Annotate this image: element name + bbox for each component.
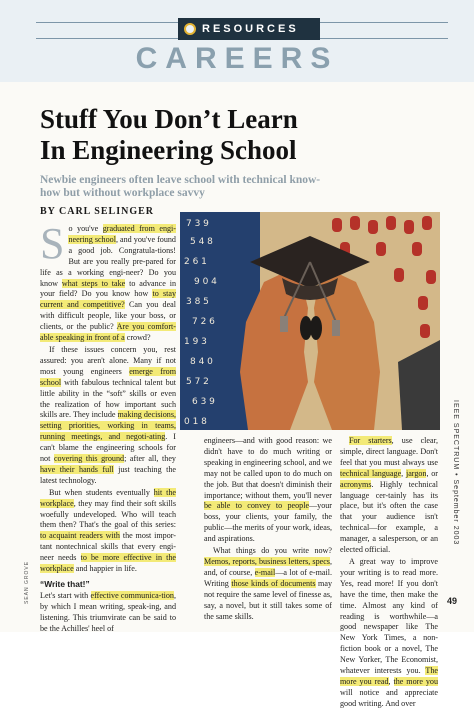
magazine-issue-label	[448, 400, 462, 590]
body-text: —a lot of e-mail. Writing	[204, 567, 332, 588]
svg-text:3 8 5: 3 8 5	[186, 297, 209, 307]
highlighted-text: covering this ground	[53, 454, 125, 464]
body-text: If these issues concern you, rest assured: you aren't alone. Many if not most young engineers	[40, 344, 176, 376]
svg-text:0 1 8: 0 1 8	[184, 417, 207, 427]
highlighted-text: For starters	[349, 436, 392, 445]
body-text: crowd?	[124, 333, 151, 343]
body-text: may not require the same level of finesse as, say, a novel, but it still takes some of the same skills.	[204, 578, 332, 621]
highlighted-text: have their hands full	[40, 464, 114, 474]
body-text: just teaching the latest technology.	[40, 464, 176, 485]
svg-text:1 9 3: 1 9 3	[184, 337, 207, 347]
svg-text:5 7 2: 5 7 2	[186, 377, 209, 387]
highlighted-text: graduated from engi-neering school	[68, 224, 176, 244]
body-text: . I can't blame the engineering schools for not	[40, 432, 176, 464]
body-text: ,	[388, 676, 394, 686]
body-text: , use clear, simple, direct language. Don't feel that you must always use	[340, 436, 439, 467]
highlighted-text: to stay current and competitive?	[40, 289, 177, 310]
highlighted-text: the more you	[393, 676, 438, 686]
body-text: , and, of course,	[204, 556, 332, 577]
body-text: Can you deal with difficult people, like your boss, or clients, or the public?	[40, 300, 176, 332]
paragraph-2	[40, 345, 176, 487]
body-text: , by which I mean writing, speak-ing, and listening. This triumvirate can be said to be the Achilles' heel of	[40, 590, 176, 633]
text-column-1	[40, 219, 177, 636]
paragraph-7	[340, 436, 438, 556]
article-byline: BY CARL SELINGER	[40, 206, 154, 217]
headline-line-2: In Engineering School	[40, 135, 297, 165]
highlighted-text: Memos, reports, business letters, specs	[204, 556, 330, 566]
drop-cap: S	[40, 219, 65, 268]
svg-text:7 2 6: 7 2 6	[192, 317, 215, 327]
paragraph-1	[40, 219, 177, 344]
highlighted-text: effective communica-tion	[90, 590, 174, 600]
highlighted-text: to be more effective in the workplace	[40, 553, 177, 574]
body-text: Let's start with	[40, 590, 91, 600]
section-tag	[178, 18, 320, 40]
body-text: , or	[426, 468, 438, 478]
paragraph-3	[40, 488, 176, 575]
highlighted-text: be able to convey to people	[204, 501, 310, 511]
highlighted-text: to acquaint readers with	[40, 531, 120, 541]
highlighted-text: The more you read	[340, 666, 438, 686]
body-text: and happier in life.	[73, 564, 137, 574]
body-text: But when students eventually	[49, 487, 154, 497]
body-text: A great way to improve your writing is to read more. Yes, read more! If you don't have the time, then make the time. Almost any kind of reading is worthwhile—a good newspaper like The New York Times, a non-fiction book or a novel, The New Yorker, The Economist, whatever interests you.	[340, 556, 438, 676]
article-headline	[40, 104, 440, 166]
body-text: , and you've found a good job. Congratula-tions! But are you really pre-pared for life as a working engi-neer? Do you know	[40, 234, 176, 288]
highlighted-text: emerge from school	[40, 366, 176, 387]
body-text: will notice and appreciate good writing. And over	[340, 687, 438, 708]
illustration-credit	[24, 560, 34, 610]
body-text: , they may find their soft skills woefully undeveloped. Who will teach them then? That's the goal of this series:	[40, 498, 176, 530]
paragraph-4	[40, 591, 176, 635]
highlighted-text: e-mail	[254, 567, 276, 577]
body-text: ,	[401, 468, 406, 478]
svg-text:7 3 9: 7 3 9	[186, 219, 209, 229]
highlighted-text: making decisions, setting priorities, working in teams, running meetings, and negoti-ating	[40, 410, 176, 442]
illustration-graduates	[180, 212, 440, 430]
highlighted-text: what steps to take	[61, 278, 126, 288]
page-number: 49	[447, 596, 458, 606]
highlighted-text: jargon	[405, 468, 427, 478]
highlighted-text: acronyms	[340, 479, 372, 489]
highlighted-text: technical language	[340, 468, 402, 478]
svg-text:8 4 0: 8 4 0	[190, 357, 213, 367]
body-text: o you've	[68, 224, 103, 233]
credit-text: SEAN GROVE	[24, 560, 30, 604]
svg-text:9 0 4: 9 0 4	[194, 277, 217, 287]
svg-text:5 4 8: 5 4 8	[190, 237, 213, 247]
paragraph-8	[340, 557, 438, 710]
svg-text:6 3 9: 6 3 9	[192, 397, 215, 407]
text-column-3	[340, 436, 438, 711]
headline-line-1: Stuff You Don’t Learn	[40, 104, 298, 134]
highlighted-text: those kinds of documents	[231, 578, 316, 588]
bullet-icon	[184, 23, 196, 35]
highlighted-text: hit the workplace	[40, 487, 176, 508]
paragraph-6	[204, 546, 332, 622]
section-title: CAREERS	[135, 42, 339, 75]
body-text: to advance in your field? Do you know how	[40, 278, 176, 299]
body-text: engineers—and with good reason: we didn't have to do much writing or speaking in engineering school, and we may not be called upon to do much on the job. But that doesn't diminish their importance; without them, you'll never	[204, 436, 332, 500]
illustration-art	[180, 212, 440, 430]
subhead-write-that: “Write that!”	[40, 579, 90, 589]
body-text: . Highly technical language cer-tainly has its place, but it's often the case that your audience isn't technical—for example, a manager, a salesperson, or an elected official.	[340, 479, 438, 555]
body-text: ; after all, they	[124, 454, 176, 464]
paragraph-5	[204, 436, 332, 545]
article-deck: Newbie engineers often leave school with technical know-how but without workplace savvy	[40, 174, 321, 199]
text-column-2	[204, 436, 332, 623]
body-text: —your boss, your clients, your family, the public—the merits of your work, ideas, and aspirations.	[204, 501, 332, 544]
body-text: with fabulous technical talent but little ability in the “soft” skills or even the realization of how important such skills are. They include	[40, 377, 176, 420]
body-text: the most impor-tant nontechnical skills that every engi-neer needs	[40, 531, 176, 563]
body-text: What things do you write now?	[213, 546, 332, 556]
section-tag-label: RESOURCES	[202, 23, 299, 35]
issue-label-text: IEEE SPECTRUM • September 2003	[452, 400, 459, 546]
highlighted-text: Are you comfort-able speaking in front of a	[40, 322, 176, 343]
svg-text:2 6 1: 2 6 1	[184, 257, 207, 267]
